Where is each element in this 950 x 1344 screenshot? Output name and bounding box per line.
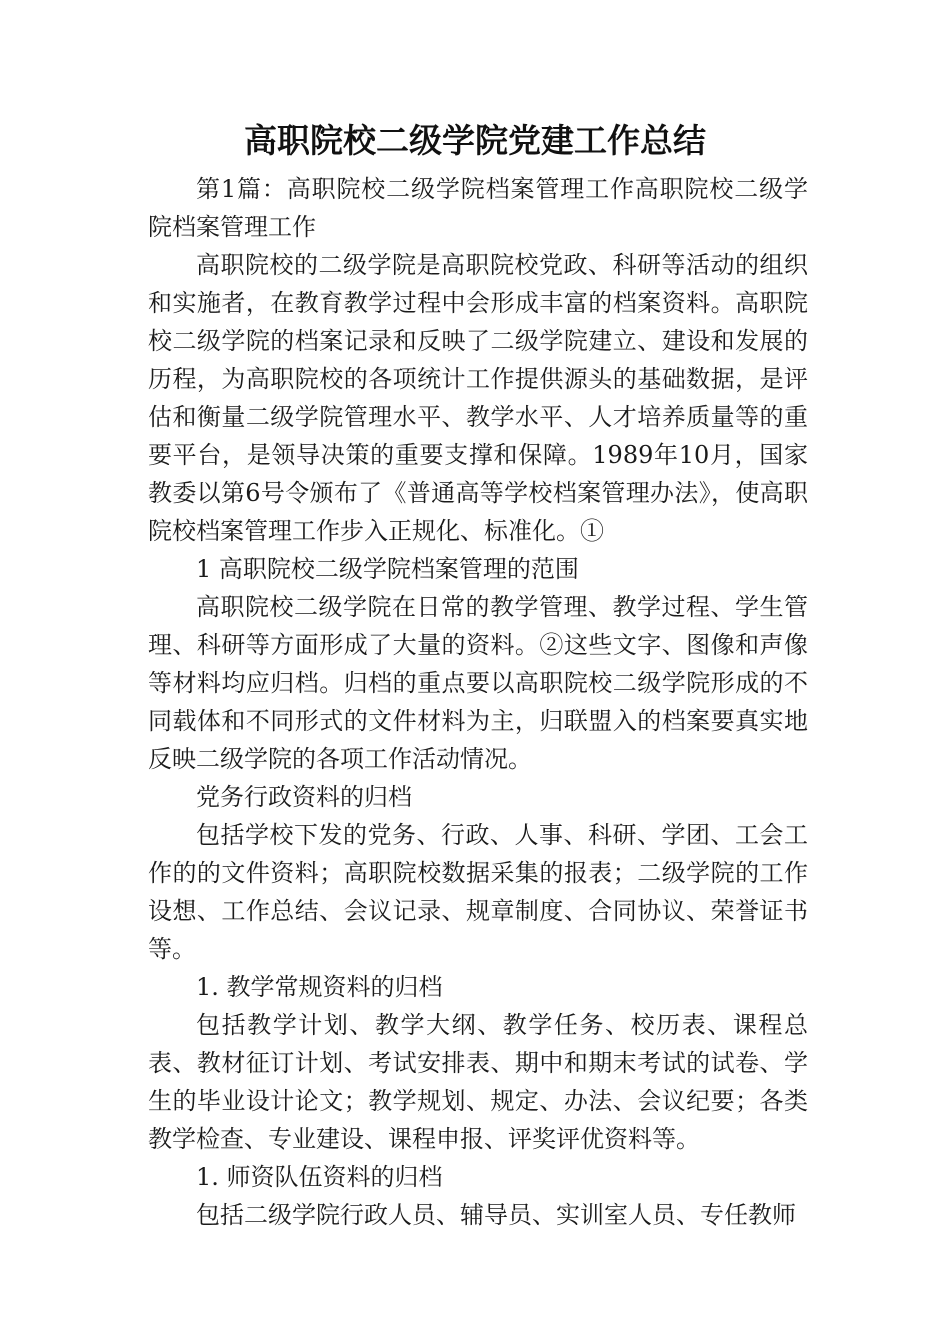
paragraph-faculty: 包括二级学院行政人员、辅导员、实训室人员、专任教师 <box>196 1201 796 1229</box>
section-heading-teaching: 1. 教学常规资料的归档 <box>196 973 443 1001</box>
paragraph-intro: 高职院校的二级学院是高职院校党政、科研等活动的组织和实施者，在教育教学过程中会形成丰富的档案资料。高职院校二级学院的档案记录和反映了二级学院建立、建设和发展的历程，为高职院校的各项统计工作提供源头的基础数据，是评估和衡量二级学院管理水平、教学水平、人才培养质量等的重要平台，是领导决策的重要支撑和保障。1989年10月，国家教委以第6号令颁布了《普通高等学校档案管理办法》，使高职院校档案管理工作步入正规化、标准化。① <box>148 251 808 545</box>
paragraph-teaching: 包括教学计划、教学大纲、教学任务、校历表、课程总表、教材征订计划、考试安排表、期中和期末考试的试卷、学生的毕业设计论文；教学规划、规定、办法、会议纪要；各类教学检查、专业建设、课程申报、评奖评优资料等。 <box>148 1011 808 1153</box>
section-heading-scope: 1 高职院校二级学院档案管理的范围 <box>196 555 579 583</box>
section-heading-party-admin: 党务行政资料的归档 <box>196 783 412 811</box>
document-title: 高职院校二级学院党建工作总结 <box>244 121 706 160</box>
paragraph-article-heading: 第1篇：高职院校二级学院档案管理工作高职院校二级学院档案管理工作 <box>148 175 808 241</box>
section-heading-faculty: 1. 师资队伍资料的归档 <box>196 1163 443 1191</box>
document-body <box>148 170 808 1234</box>
paragraph-scope: 高职院校二级学院在日常的教学管理、教学过程、学生管理、科研等方面形成了大量的资料。②这些文字、图像和声像等材料均应归档。归档的重点要以高职院校二级学院形成的不同载体和不同形式的文件材料为主，归联盟入的档案要真实地反映二级学院的各项工作活动情况。 <box>148 593 808 773</box>
paragraph-party-admin: 包括学校下发的党务、行政、人事、科研、学团、工会工作的的文件资料；高职院校数据采集的报表；二级学院的工作设想、工作总结、会议记录、规章制度、合同协议、荣誉证书等。 <box>148 821 808 963</box>
